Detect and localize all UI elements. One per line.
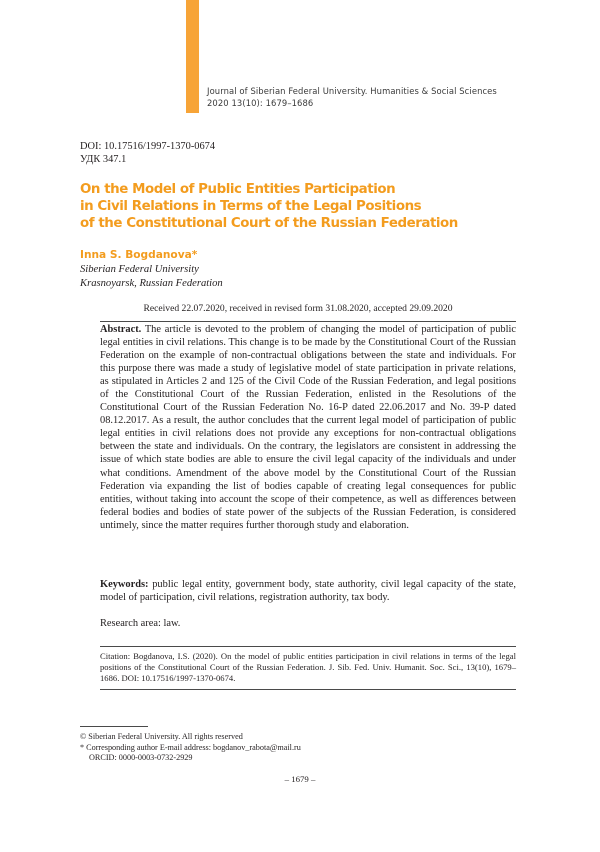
footnote-divider bbox=[80, 726, 148, 727]
divider bbox=[100, 646, 516, 647]
abstract bbox=[100, 323, 516, 532]
research-area: Research area: law. bbox=[100, 618, 181, 629]
keywords-label: Keywords: bbox=[100, 579, 149, 590]
accent-bar bbox=[186, 0, 199, 113]
received-dates: Received 22.07.2020, received in revised form 31.08.2020, accepted 29.09.2020 bbox=[143, 303, 453, 314]
corresponding-author-note: * Corresponding author E-mail address: bogdanov_rabota@mail.ru bbox=[80, 742, 301, 752]
title-line: of the Constitutional Court of the Russian Federation bbox=[80, 216, 458, 231]
divider bbox=[100, 321, 516, 322]
abstract-label: Abstract. bbox=[100, 324, 142, 335]
footnotes bbox=[80, 732, 520, 764]
doi: DOI: 10.17516/1997-1370-0674 bbox=[80, 141, 216, 152]
affiliation-location: Krasnoyarsk, Russian Federation bbox=[80, 277, 223, 289]
keywords bbox=[100, 578, 516, 604]
orcid-note: ORCID: 0000-0003-0732-2929 bbox=[89, 753, 193, 763]
article-identifiers bbox=[80, 140, 215, 166]
title-line: On the Model of Public Entities Participation bbox=[80, 182, 396, 197]
author-name: Inna S. Bogdanova* bbox=[80, 249, 198, 261]
affiliation bbox=[80, 263, 223, 290]
journal-header bbox=[207, 85, 527, 109]
article-title bbox=[80, 181, 520, 232]
abstract-text: The article is devoted to the problem of changing the model of participation of public legal entities in civil relations. This change is to be made by the Constitutional Court of the Russian Federation on the example of non-contractual obligations between the state and individuals. For this purpose there was made a study of legislative model of state participation in private relations, as stipulated in Articles 2 and 125 of the Civil Code of the Russian Federation, and legal positions of the Constitutional Court of the Russian Federation, enlisted in the Resolutions of the Constitutional Court of the Russian Federation No. 16-P dated 22.06.2017 and No. 39-P dated 08.12.2017. As a result, the author concludes that the current legal model of participation of public legal entities in civil relations does not provide any exceptions for non-contractual obligations between the state and individuals. On the contrary, the legislators are consistent in addressing the issue of which state bodies are able to ensure the civil legal capacity of the individuals and under what conditions. Amendment of the above model by the Constitutional Court of the Russian Federation via expanding the list of bodies capable of creating legal consequences for public entities, without taking into account the scope of their competence, as well as differences between federal bodies and bodies of state power of the subjects of the Russian Federation, is considered untimely, since the matter requires further thorough study and elaboration. bbox=[100, 324, 516, 531]
title-line: in Civil Relations in Terms of the Legal Positions bbox=[80, 199, 422, 214]
udc: УДК 347.1 bbox=[80, 154, 127, 165]
page-number: – 1679 – bbox=[284, 774, 316, 784]
affiliation-university: Siberian Federal University bbox=[80, 264, 199, 275]
journal-name: Journal of Siberian Federal University. Humanities & Social Sciences bbox=[207, 86, 497, 96]
copyright-note: © Siberian Federal University. All rights reserved bbox=[80, 732, 243, 741]
keywords-text: public legal entity, government body, state authority, civil legal capacity of the state, model of participation, civil relations, registration authority, tax body. bbox=[100, 579, 516, 604]
journal-issue: 2020 13(10): 1679–1686 bbox=[207, 98, 314, 108]
citation: Citation: Bogdanova, I.S. (2020). On the model of public entities participation in civil relations in terms of the legal positions of the Constitutional Court of the Russian Federation. J. Sib. Fed. Univ. Humanit. Soc. Sci., 13(10), 1679–1686. DOI: 10.17516/1997-1370-0674. bbox=[100, 651, 516, 684]
divider bbox=[100, 689, 516, 690]
